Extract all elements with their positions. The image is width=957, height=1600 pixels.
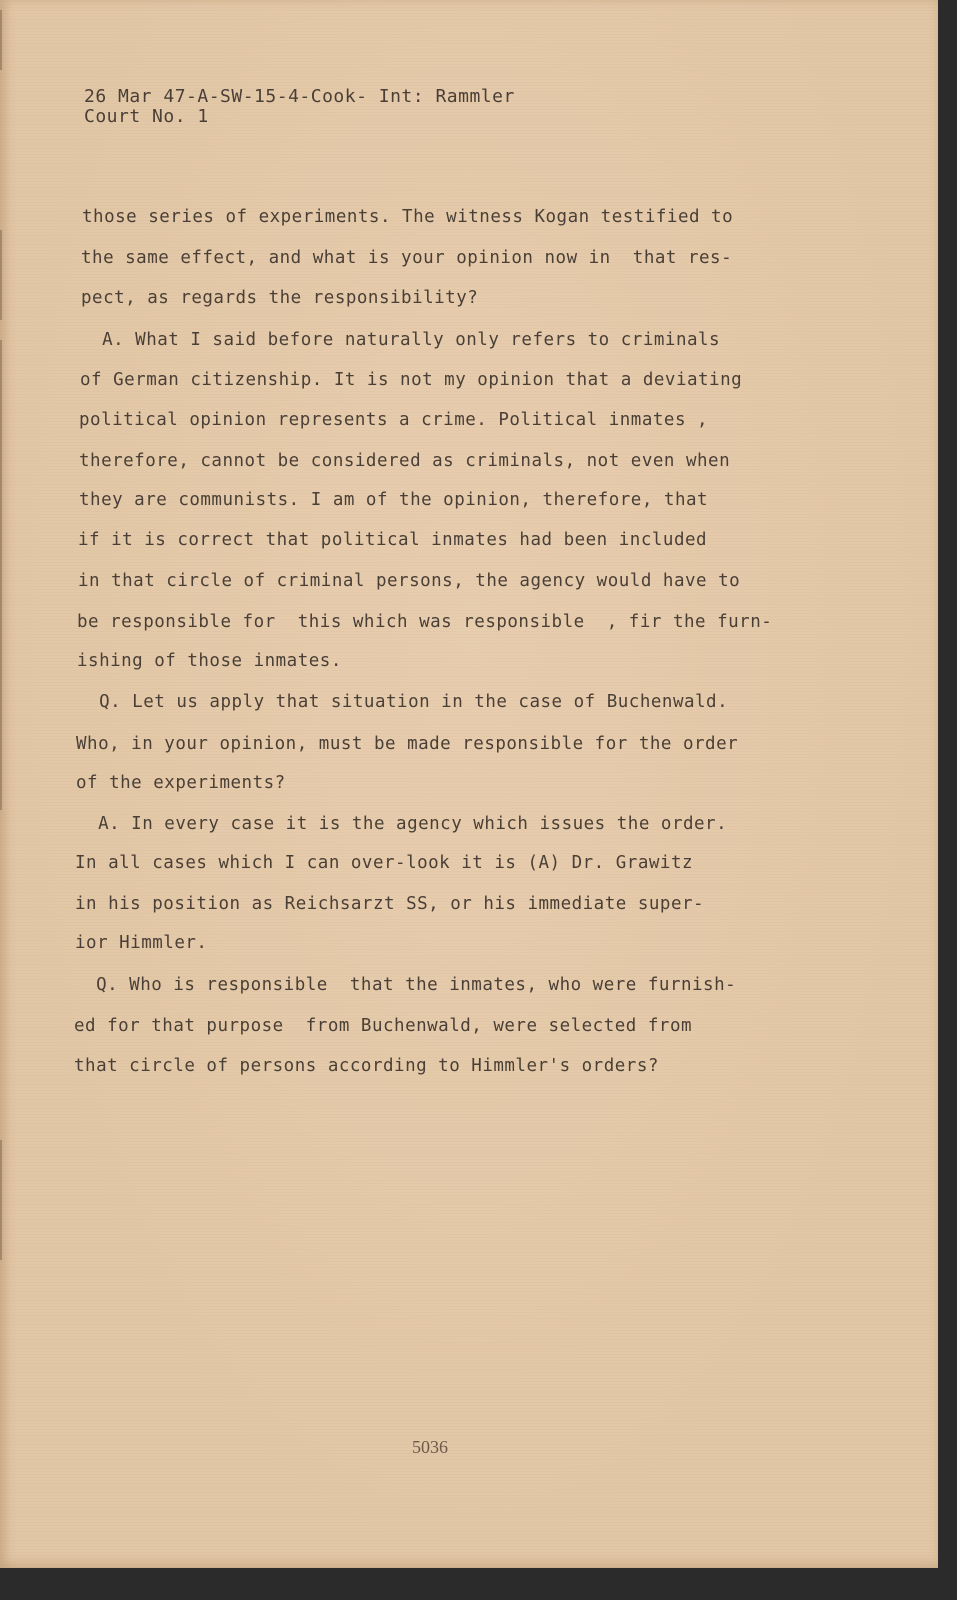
body-line: therefore, cannot be considered as criminals, not even when: [79, 451, 731, 471]
page-number: 5036: [412, 1437, 448, 1457]
body-line: of the experiments?: [76, 773, 286, 793]
paper-edge-mark: [0, 1140, 12, 1260]
body-line: they are communists. I am of the opinion, therefore, that: [79, 490, 709, 510]
body-line: in his position as Reichsarzt SS, or his immediate super-: [75, 894, 705, 914]
body-line: the same effect, and what is your opinion now in that res-: [81, 248, 733, 268]
paper-edge-mark: [0, 230, 12, 320]
body-line: Q. Let us apply that situation in the case of Buchenwald.: [77, 692, 729, 712]
paper-edge-mark: [0, 340, 12, 810]
paper-edge-mark: [0, 10, 12, 70]
body-line: political opinion represents a crime. Political inmates ,: [79, 410, 709, 430]
body-line: be responsible for this which was responsible , fir the furn-: [77, 612, 773, 632]
body-line: pect, as regards the responsibility?: [81, 288, 479, 308]
body-line: ior Himmler.: [75, 933, 208, 953]
body-line: of German citizenship. It is not my opinion that a deviating: [80, 370, 743, 390]
body-line: in that circle of criminal persons, the agency would have to: [78, 571, 741, 591]
body-line: that circle of persons according to Himmler's orders?: [74, 1056, 659, 1076]
body-line: if it is correct that political inmates had been included: [78, 530, 708, 550]
document-header-reference: 26 Mar 47-A-SW-15-4-Cook- Int: Rammler: [84, 86, 515, 107]
body-line: ishing of those inmates.: [77, 651, 342, 671]
body-line: A. In every case it is the agency which issues the order.: [76, 814, 728, 834]
body-line: Q. Who is responsible that the inmates, who were furnish-: [74, 975, 737, 995]
body-line: those series of experiments. The witness Kogan testified to: [82, 207, 734, 227]
body-line: In all cases which I can over-look it is (A) Dr. Grawitz: [75, 853, 694, 873]
body-line: Who, in your opinion, must be made responsible for the order: [76, 734, 739, 754]
body-line: ed for that purpose from Buchenwald, were selected from: [74, 1016, 693, 1036]
body-line: A. What I said before naturally only refers to criminals: [80, 330, 721, 350]
document-header-court: Court No. 1: [84, 106, 209, 127]
